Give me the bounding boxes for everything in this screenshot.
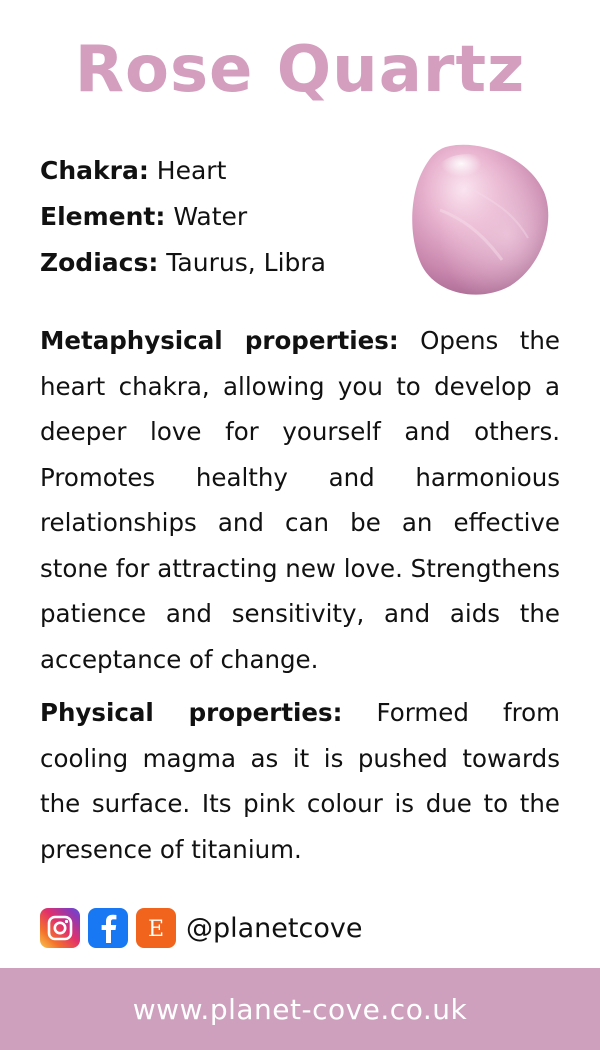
attribute-value: Heart (156, 156, 227, 185)
attribute-label: Chakra: (40, 156, 149, 185)
attribute-element (40, 194, 390, 240)
attribute-chakra (40, 148, 390, 194)
title: Rose Quartz (74, 33, 526, 107)
metaphysical-properties (40, 318, 560, 682)
footer-bar (0, 968, 600, 1050)
physical-label: Physical properties: (40, 698, 343, 727)
attributes-list (40, 148, 390, 286)
website-link[interactable]: www.planet-cove.co.uk (132, 992, 468, 1026)
attribute-value: Water (173, 202, 248, 231)
social-handle[interactable]: @planetcove (186, 912, 363, 944)
facebook-icon[interactable] (88, 908, 128, 948)
social-row (40, 906, 362, 950)
attribute-zodiacs (40, 240, 390, 286)
attribute-value: Taurus, Libra (166, 248, 326, 277)
metaphysical-text: Opens the heart chakra, allowing you to develop a deeper love for yourself and others. Promotes healthy and harmonious relationships and can be an effective stone for attracting new love. Strengthens patience and sensitivity, and aids the acceptance of change. (40, 326, 561, 674)
attribute-label: Zodiacs: (40, 248, 159, 277)
metaphysical-label: Metaphysical properties: (40, 326, 399, 355)
physical-properties (40, 690, 560, 872)
svg-text:E: E (147, 917, 165, 942)
instagram-icon[interactable] (40, 908, 80, 948)
etsy-icon[interactable] (136, 908, 176, 948)
attribute-label: Element: (40, 202, 166, 231)
rose-quartz-stone-icon (410, 140, 552, 298)
physical-text: Formed from cooling magma as it is pushed towards the surface. Its pink colour is due to the presence of titanium. (40, 698, 560, 864)
